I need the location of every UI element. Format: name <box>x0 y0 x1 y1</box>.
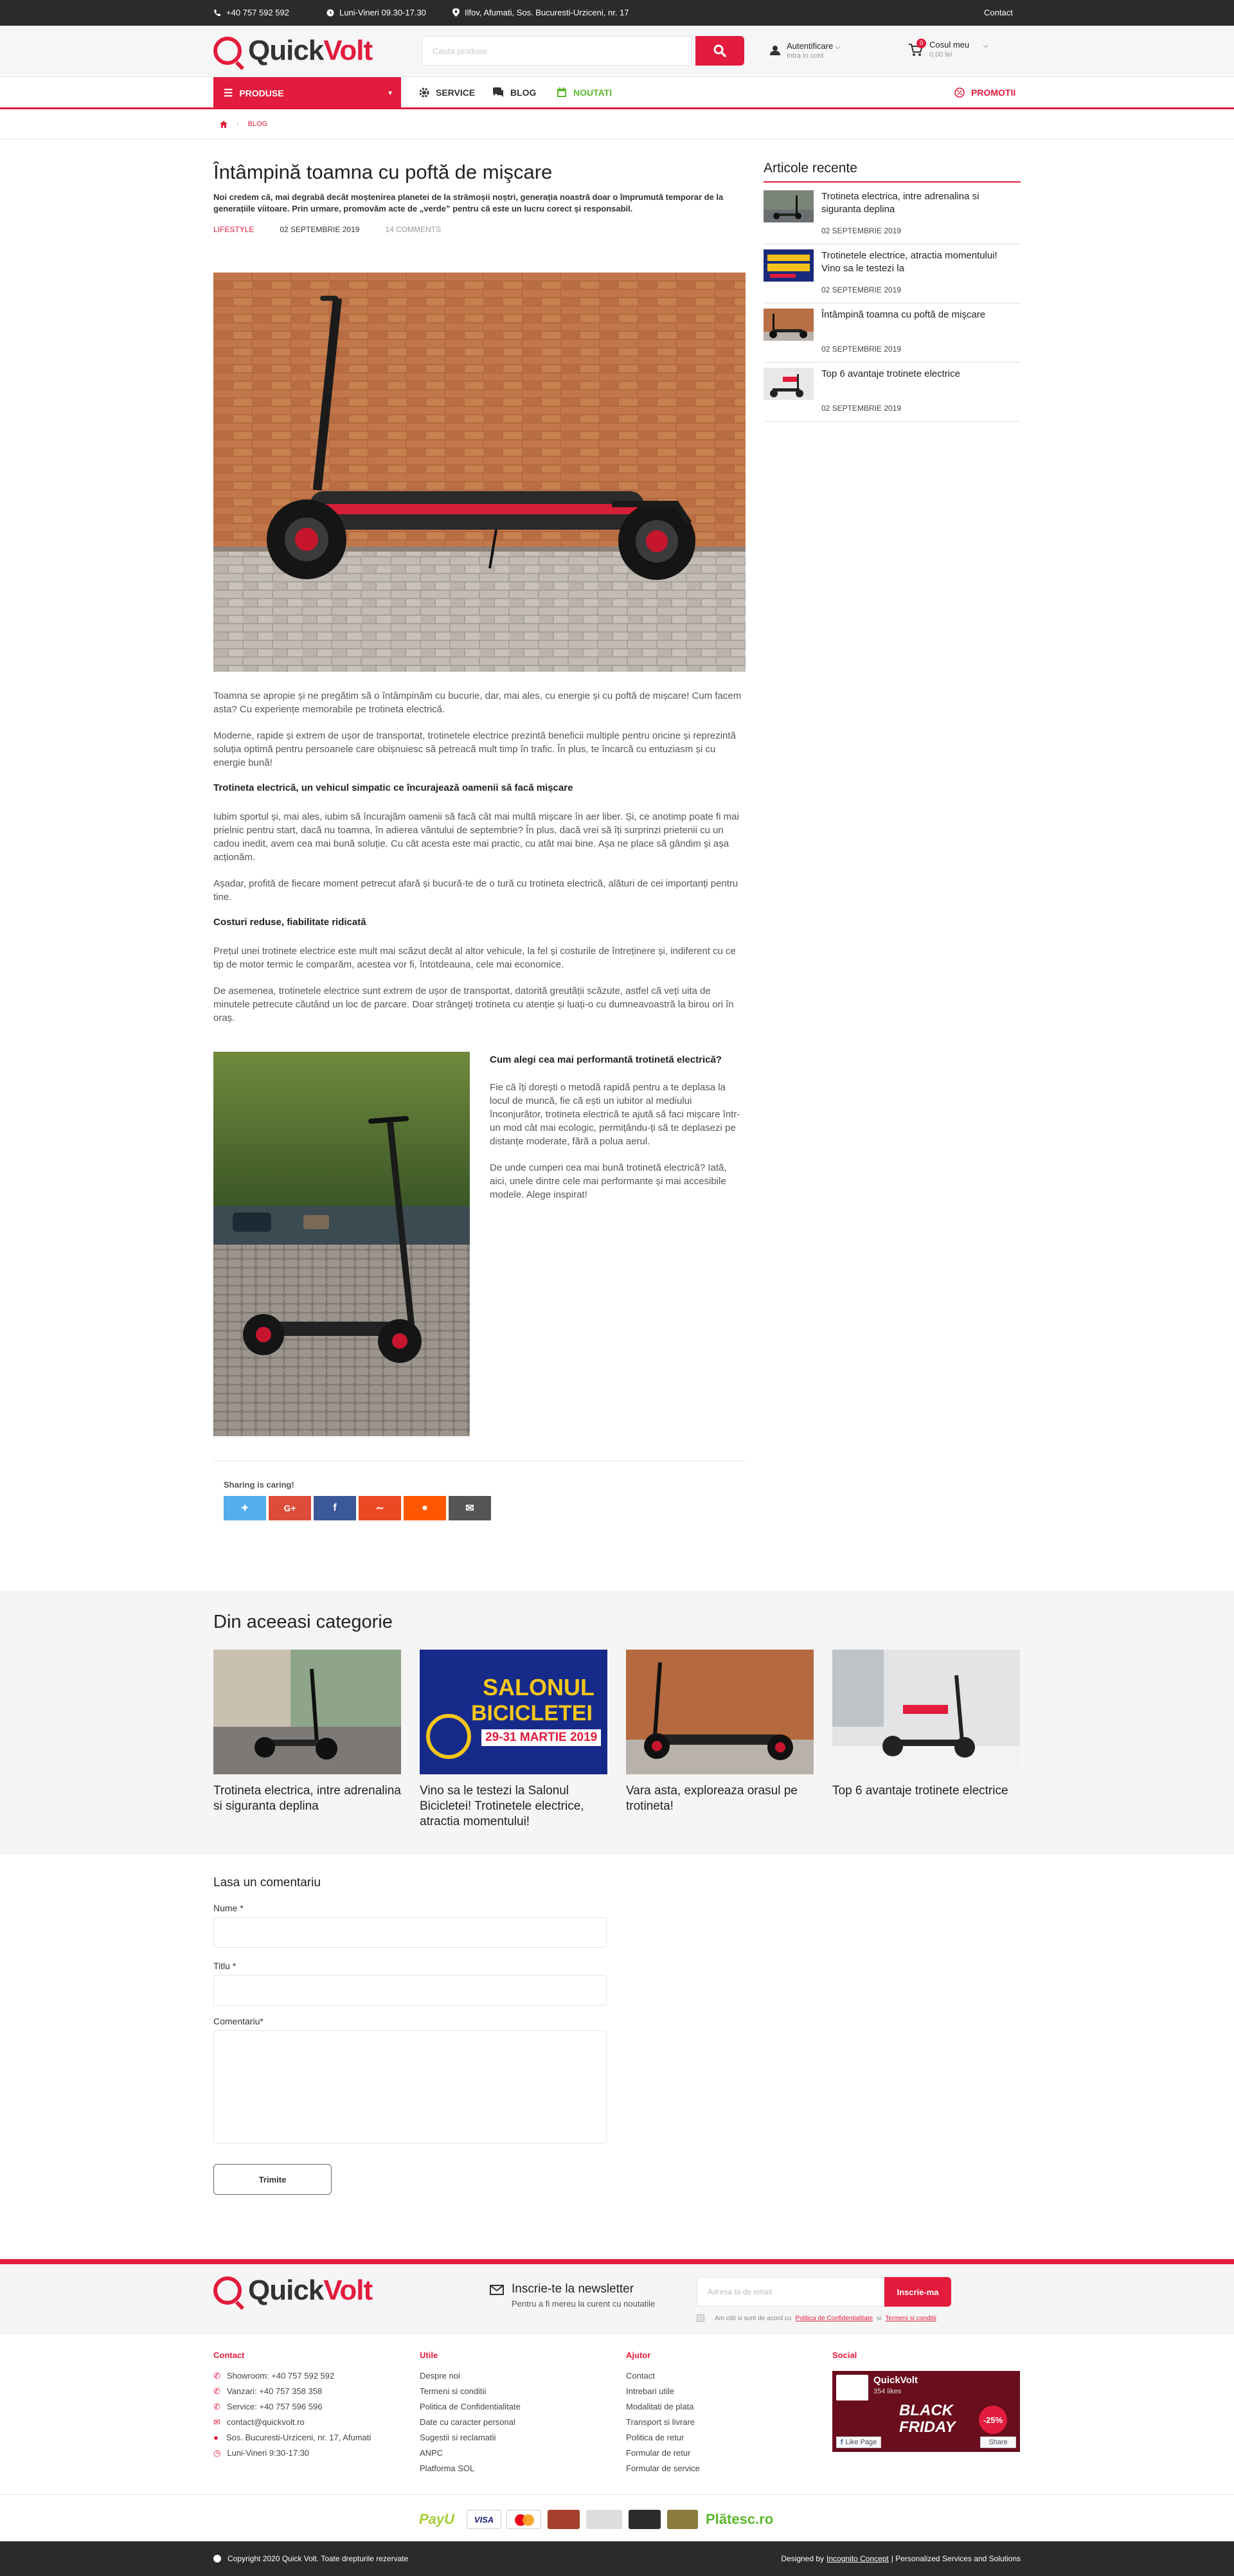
comment-form <box>213 1903 607 2199</box>
gear-icon <box>419 87 429 98</box>
reddit-icon: ● <box>422 1502 428 1513</box>
related-title: Din aceeasi categorie <box>213 1612 393 1632</box>
footer-social-title: Social <box>832 2350 857 2360</box>
twitter-share-button[interactable] <box>224 1496 266 1520</box>
fb-like-page-button[interactable] <box>836 2436 881 2448</box>
footer-link[interactable]: Contact <box>626 2371 655 2381</box>
twitter-icon: ✦ <box>240 1503 249 1514</box>
recent-articles <box>764 161 1021 183</box>
footer-social-column <box>832 2348 1020 2368</box>
article-meta <box>213 225 746 234</box>
footer-link[interactable]: Termeni si conditii <box>420 2386 487 2396</box>
card-logo-2 <box>586 2510 622 2529</box>
footer-link[interactable]: ANPC <box>420 2448 443 2458</box>
article-p5: Prețul unei trotinete electrice este mult mai scăzut decât al altor vehicule, la fel și costurile de întreținere și, indiferent cu ce tip de motor termic le comparăm, acestea vor fi, întotdeauna, cele mai economice. <box>213 946 736 970</box>
recent-articles-title: Articole recente <box>764 161 1021 183</box>
related-card-image <box>213 1650 401 1774</box>
footer-utile-title: Utile <box>420 2350 438 2360</box>
article-h1: Trotineta electrică, un vehicul simpatic ce încurajează oamenii să facă mișcare <box>213 782 573 793</box>
newsletter-subscribe-button[interactable]: Inscrie-ma <box>884 2277 951 2307</box>
comment-form-title: Lasa un comentariu <box>213 1876 321 1889</box>
footer-ajutor-column <box>626 2348 793 2476</box>
article-h2: Costuri reduse, fiabilitate ridicată <box>213 917 366 928</box>
googleplus-share-button[interactable] <box>269 1496 311 1520</box>
contact-email: contact@quickvolt.ro <box>226 2417 305 2427</box>
footer-link[interactable]: Platforma SOL <box>420 2463 475 2473</box>
nav-promotii-label: PROMOTII <box>971 87 1016 98</box>
logo-volt: Volt <box>323 35 373 66</box>
main-nav <box>0 77 1234 109</box>
designer-tagline: | Personalized Services and Solutions <box>891 2554 1021 2563</box>
facebook-icon: f <box>840 2438 843 2446</box>
footer-contact-item <box>213 2399 406 2415</box>
article-p6: De asemenea, trotinetele electrice sunt extrem de ușor de transportat, datorită greutății scăzute, astfel că veți uita de minutele petrecute căutând un loc de parcare. Doar strângeți trotineta cu atenție și luați-o cu dumneavoastră la birou ori în oraș. <box>213 986 734 1023</box>
recent-item-title: Trotineta electrica, intre adrenalina si siguranta deplina <box>821 191 979 215</box>
newsletter-title: Inscrie-te la newsletter <box>512 2282 634 2296</box>
nav-blog[interactable] <box>492 87 536 98</box>
salon-word-2: BICICLETEI <box>471 1701 593 1725</box>
article <box>213 161 746 234</box>
scooter-street-photo <box>213 1052 470 1436</box>
logo-q-mark <box>213 2276 242 2305</box>
footer-link[interactable]: Formular de retur <box>626 2448 691 2458</box>
related-section <box>0 1591 1234 1855</box>
visa-logo: VISA <box>467 2510 501 2529</box>
name-label: Nume * <box>213 1903 244 1913</box>
fb-banner-friday: FRIDAY <box>899 2418 956 2436</box>
quickvolt-mark-icon <box>213 2555 221 2562</box>
recent-item-title: Trotinetele electrice, atractia momentului! Vino sa le testezi la <box>821 250 997 274</box>
recent-item-date: 02 SEPTEMBRIE 2019 <box>821 345 902 354</box>
showroom-phone: Showroom: +40 757 592 592 <box>226 2371 335 2381</box>
recent-item[interactable] <box>764 190 1021 244</box>
consent-text: Am citit si sunt de acord cu <box>715 2314 792 2322</box>
footer-link[interactable]: Politica de retur <box>626 2433 684 2442</box>
name-field[interactable] <box>213 1917 607 1948</box>
chevron-down-icon: ⌵ <box>835 44 841 51</box>
article-side-text <box>490 1050 746 1214</box>
phone-icon: ✆ <box>213 2386 220 2396</box>
card-logo-3 <box>629 2510 661 2529</box>
footer-link[interactable]: Despre noi <box>420 2371 460 2381</box>
recent-item[interactable] <box>764 309 1021 363</box>
article-category[interactable]: LIFESTYLE <box>213 225 255 234</box>
footer-contact-item <box>213 2368 406 2384</box>
mastercard-logo <box>506 2510 541 2529</box>
article-p4: Așadar, profită de fiecare moment petrecut afară și bucură-te de o tură cu trotineta electrică, alături de cei importanți pentru tine. <box>213 878 738 903</box>
search-input[interactable] <box>422 36 692 66</box>
email-share-button[interactable] <box>449 1496 491 1520</box>
home-icon[interactable] <box>220 121 228 128</box>
title-label: Titlu * <box>213 1961 237 1971</box>
logo-quick: Quick <box>248 35 324 66</box>
site-header <box>0 26 1234 77</box>
search-button[interactable] <box>695 36 744 66</box>
consent-checkbox[interactable] <box>697 2314 704 2322</box>
footer-link[interactable]: Intrebari utile <box>626 2386 675 2396</box>
phone-icon: ✆ <box>213 2402 220 2411</box>
fb-page-name: QuickVolt <box>873 2375 918 2386</box>
article-body <box>213 689 746 1038</box>
related-card[interactable] <box>213 1650 401 1814</box>
related-card-image <box>420 1650 607 1774</box>
recent-item[interactable] <box>764 368 1021 422</box>
designed-by-text: Designed by <box>781 2554 825 2563</box>
footer-contact-item <box>213 2384 406 2399</box>
recent-item-thumb <box>764 249 814 282</box>
search-icon <box>713 44 726 57</box>
submit-comment-button[interactable]: Trimite <box>213 2164 332 2195</box>
title-field[interactable] <box>213 1975 607 2006</box>
clock-icon: ◷ <box>213 2448 221 2458</box>
logo-volt: Volt <box>323 2274 373 2306</box>
contact-address: Sos. Bucuresti-Urziceni, nr. 17, Afumati <box>226 2433 371 2442</box>
nav-promotii[interactable] <box>954 87 1015 98</box>
facebook-share-button[interactable] <box>314 1496 356 1520</box>
products-menu-button[interactable] <box>213 77 401 109</box>
nav-noutati[interactable] <box>557 87 612 98</box>
article-second-image <box>213 1052 470 1436</box>
article-p1: Toamna se apropie și ne pregătim să o întâmpinăm cu bucurie, dar, mai ales, cu energie și cu poftă de mișcare! Cum facem asta? Cu experiențe memorabile pe trotineta electrică. <box>213 690 742 715</box>
sales-phone: Vanzari: +40 757 358 358 <box>226 2386 323 2396</box>
divider <box>0 2494 1234 2495</box>
cyclist-illustration <box>426 1714 471 1759</box>
article-date: 02 SEPTEMBRIE 2019 <box>280 225 360 234</box>
related-card[interactable] <box>832 1650 1020 1799</box>
site-logo[interactable] <box>213 35 372 67</box>
related-card[interactable] <box>420 1650 607 1830</box>
logo-q-mark <box>213 37 242 65</box>
related-card-title: Top 6 avantaje trotinete electrice <box>832 1784 1008 1797</box>
scooter-brick-wall-photo <box>213 273 746 672</box>
recent-item-thumb <box>764 190 814 222</box>
map-pin-icon <box>452 8 460 17</box>
copyright-text: Copyright 2020 Quick Volt. Toate drepturile rezervate <box>228 2554 409 2563</box>
recent-articles-list <box>764 190 1021 435</box>
article-p2: Moderne, rapide și extrem de ușor de transportat, trotinetele electrice prezintă beneficii multiple pentru oricine și reprezintă soluția optimă pentru persoanele care obișnuiesc să petreacă mult timp în trafic. În plus, te încarcă cu entuziasm și cu energie bună! <box>213 730 736 768</box>
related-card-title: Vino sa le testezi la Salonul Bicicletei! Trotinetele electrice, atractia momentului! <box>420 1784 584 1828</box>
footer-link[interactable]: Date cu caracter personal <box>420 2417 515 2427</box>
related-card-title: Vara asta, exploreaza orasul pe trotineta! <box>626 1784 798 1813</box>
account-menu[interactable] <box>770 41 840 60</box>
recent-item-title: Top 6 avantaje trotinete electrice <box>821 368 960 379</box>
nav-service[interactable] <box>419 87 475 98</box>
sharing-label: Sharing is caring! <box>224 1480 294 1490</box>
footer-link[interactable]: Transport si livrare <box>626 2417 695 2427</box>
newsletter-subtitle: Pentru a fi mereu la curent cu noutatile <box>512 2299 656 2309</box>
recent-item-title: Întâmpină toamna cu poftă de mişcare <box>821 309 986 320</box>
topbar-phone-text: +40 757 592 592 <box>226 8 289 17</box>
salon-date: 29-31 MARTIE 2019 <box>481 1729 601 1746</box>
fb-like-label: Like Page <box>845 2438 877 2446</box>
footer-accent-bar <box>0 2259 1234 2264</box>
nav-service-label: SERVICE <box>436 87 476 98</box>
account-title: Autentificare <box>787 41 834 51</box>
phone-icon: ✆ <box>213 2371 220 2381</box>
newsletter-heading <box>490 2282 655 2309</box>
newsletter-email-input[interactable] <box>697 2277 884 2307</box>
terms-link[interactable]: Termeni si conditii <box>885 2314 936 2322</box>
topbar-address-text: Ilfov, Afumati, Sos. Bucuresti-Urziceni, nr. 17 <box>465 8 629 17</box>
cart-count-badge: 0 <box>917 39 926 48</box>
stumbleupon-icon: ∼ <box>375 1503 384 1514</box>
map-pin-icon: ● <box>213 2433 219 2442</box>
consent-and: si <box>877 2314 882 2322</box>
phone-icon <box>213 9 221 17</box>
footer-link[interactable]: Formular de service <box>626 2463 700 2473</box>
topbar-hours-text: Luni-Vineri 09.30-17.30 <box>339 8 426 17</box>
platesc-logo: Plătesc.ro <box>706 2511 774 2527</box>
products-menu-label: PRODUSE <box>239 88 284 98</box>
reddit-share-button[interactable] <box>404 1496 446 1520</box>
recent-item-thumb <box>764 368 814 400</box>
breadcrumb <box>0 111 1234 140</box>
article-title: Întâmpină toamna cu poftă de mişcare <box>213 161 553 183</box>
account-subtitle: Intra in cont <box>787 52 824 60</box>
recent-item-thumb <box>764 309 814 341</box>
fb-page-avatar <box>836 2375 868 2400</box>
recent-item-date: 02 SEPTEMBRIE 2019 <box>821 226 902 235</box>
fb-page-likes: 354 likes <box>873 2388 902 2395</box>
recent-item[interactable] <box>764 249 1021 303</box>
card-logo-4 <box>667 2510 698 2529</box>
facebook-icon: f <box>333 1502 337 1513</box>
chevron-down-icon: ▼ <box>387 89 393 97</box>
fb-share-button[interactable]: Share <box>980 2436 1016 2448</box>
topbar-hours <box>326 8 426 17</box>
copyright-bar <box>0 2541 1234 2576</box>
footer-contact-title: Contact <box>213 2350 245 2360</box>
related-card[interactable] <box>626 1650 814 1814</box>
article-comments[interactable]: 14 COMMENTS <box>385 225 442 234</box>
cart-menu[interactable] <box>909 40 988 59</box>
chevron-down-icon: ⌵ <box>983 42 988 50</box>
contact-hours: Luni-Vineri 9:30-17:30 <box>227 2448 310 2458</box>
related-card-image <box>626 1650 814 1774</box>
envelope-icon <box>490 2285 504 2295</box>
newsletter-consent <box>697 2314 936 2322</box>
article-intro: Noi credem că, mai degrabă decât moștenirea planetei de la strămoșii noștri, generația noastră doar o împrumută temporar de la generațiile viitoare. Prin urmare, promovăm acte de „verde” pentru că este un lucru corect și responsabil. <box>213 192 724 213</box>
footer-contact-item <box>213 2445 406 2461</box>
article-p3: Iubim sportul și, mai ales, iubim să încurajăm oamenii să facă cât mai multă mișcare în aer liber. Și, ce anotimp poate fi mai prielnic pentru start, dacă nu toamna, în adierea vântului de septembrie? În plus, dacă vrei să îți surprinzi prietenii cu un cadou inedit, avem cea mai bună soluție. Cu cât acesta este mai practic, cu atât mai bine. Așa ne place să gândim și așa acționăm. <box>213 811 739 863</box>
percent-badge-icon <box>954 87 965 98</box>
share-buttons <box>224 1496 494 1520</box>
nav-blog-label: BLOG <box>510 87 537 98</box>
facebook-page-widget[interactable] <box>832 2371 1020 2452</box>
breadcrumb-blog[interactable]: BLOG <box>247 120 268 128</box>
cart-title: Cosul meu <box>929 40 970 50</box>
footer-contact-column <box>213 2348 406 2461</box>
logo-quick: Quick <box>248 2274 324 2306</box>
recent-item-date: 02 SEPTEMBRIE 2019 <box>821 285 902 294</box>
footer-ajutor-title: Ajutor <box>626 2350 651 2360</box>
user-icon <box>770 45 780 55</box>
related-card-title: Trotineta electrica, intre adrenalina si siguranta deplina <box>213 1784 401 1813</box>
footer-link[interactable]: Sugestii si reclamatii <box>420 2433 496 2442</box>
footer-utile-column <box>420 2348 587 2476</box>
menu-icon: ☰ <box>224 88 233 99</box>
article-h3: Cum alegi cea mai performantă trotinetă electrică? <box>490 1054 722 1065</box>
salon-word-1: SALONUL <box>483 1674 595 1700</box>
related-card-image <box>832 1650 1020 1774</box>
article-p7: Fie că îți dorești o metodă rapidă pentru a te deplasa la locul de muncă, fie că ești un iubitor al mediului înconjurător, trotineta electrică te ajută să faci mișcare într-un mod cât mai ecologic, permițându-ți să te deplasezi pe distanțe moderate, fără a polua aerul. <box>490 1082 740 1147</box>
nav-noutati-label: NOUTATI <box>573 87 613 98</box>
breadcrumb-separator: › <box>237 120 239 128</box>
googleplus-icon: G+ <box>283 1503 296 1513</box>
email-icon: ✉ <box>465 1503 474 1514</box>
comment-label: Comentariu* <box>213 2016 264 2026</box>
designer-link[interactable]: Incognito Concept <box>827 2554 889 2563</box>
privacy-policy-link[interactable]: Politica de Confidentialitate <box>795 2314 873 2322</box>
comment-textarea[interactable] <box>213 2030 607 2143</box>
payu-logo: PayU <box>419 2511 455 2527</box>
calendar-icon <box>557 87 567 98</box>
envelope-icon: ✉ <box>213 2417 220 2427</box>
chat-icon <box>492 87 504 98</box>
cart-total: 0,00 lei <box>929 51 952 59</box>
article-hero-image <box>213 273 746 672</box>
topbar-address <box>452 8 629 17</box>
card-logo-1 <box>548 2510 580 2529</box>
topbar-phone[interactable] <box>213 8 289 17</box>
recent-item-date: 02 SEPTEMBRIE 2019 <box>821 404 902 413</box>
footer-link[interactable]: Modalitati de plata <box>626 2402 694 2411</box>
footer-link[interactable]: Politica de Confidentialitate <box>420 2402 521 2411</box>
fb-banner-discount: -25% <box>979 2406 1007 2434</box>
footer-contact-item <box>213 2430 406 2445</box>
fb-banner-black: BLACK <box>899 2402 953 2419</box>
service-phone: Service: +40 757 596 596 <box>226 2402 323 2411</box>
top-bar <box>0 0 1234 26</box>
clock-icon <box>326 9 334 17</box>
footer-contact-item[interactable] <box>213 2415 406 2430</box>
footer-logo[interactable] <box>213 2274 372 2307</box>
article-p8: De unde cumperi cea mai bună trotinetă electrică? Iată, aici, unele dintre cele mai performante și mai accesibile modele. Alege inspirat! <box>490 1162 727 1200</box>
stumbleupon-share-button[interactable] <box>359 1496 401 1520</box>
search-placeholder: Cauta produse <box>433 46 488 56</box>
newsletter-placeholder: Adresa ta de email <box>708 2287 773 2296</box>
topbar-contact-link[interactable]: Contact <box>984 8 1013 17</box>
